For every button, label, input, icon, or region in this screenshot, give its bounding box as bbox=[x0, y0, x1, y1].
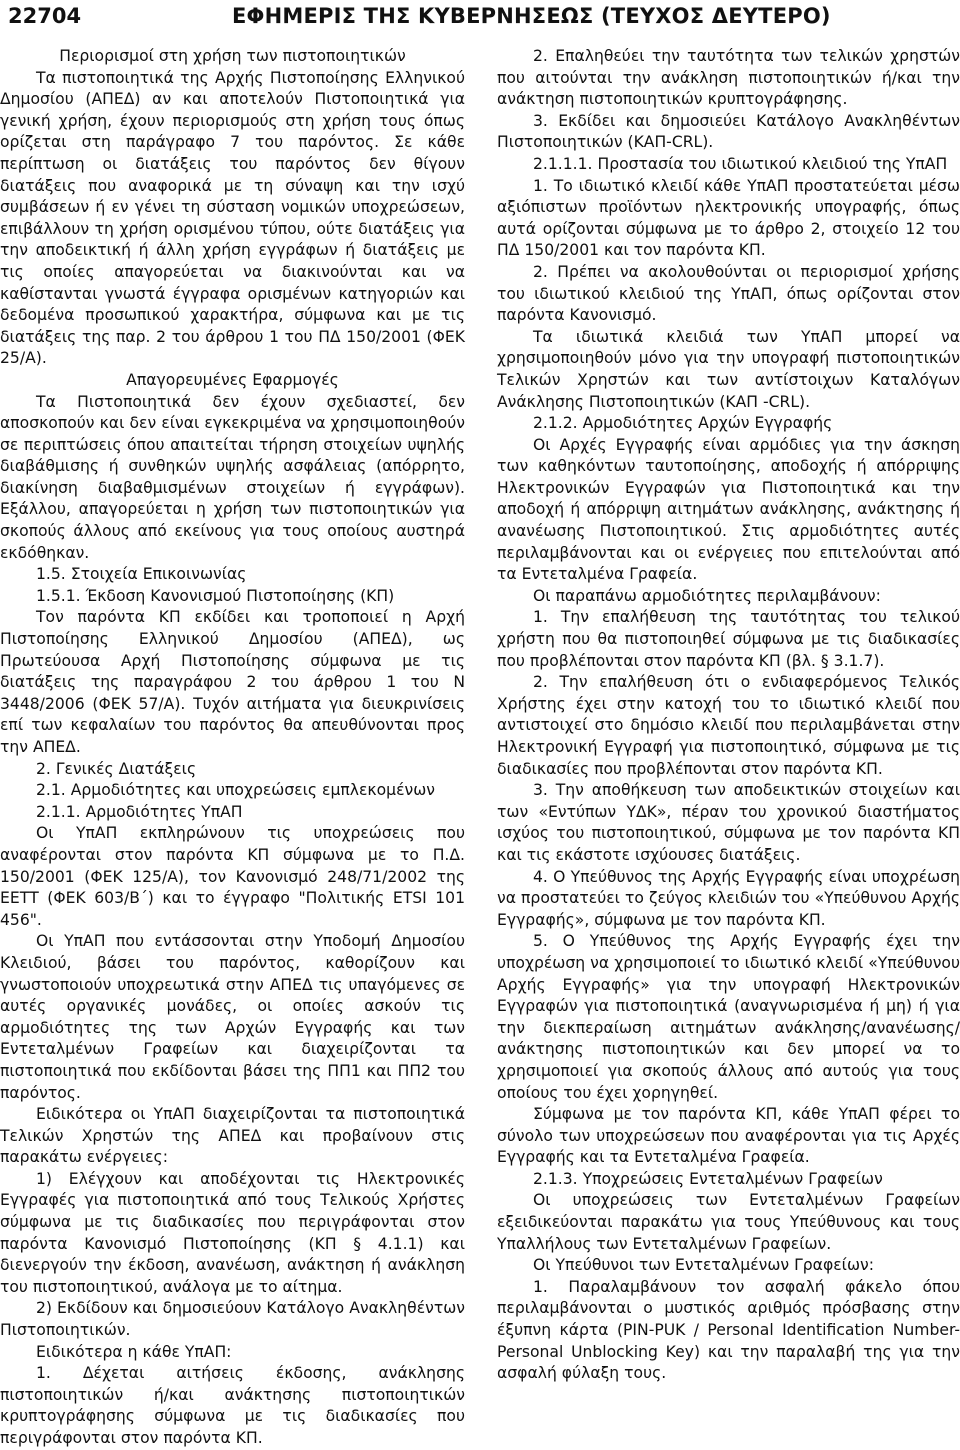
list-item: 3. Εκδίδει και δημοσιεύει Κατάλογο Ανακληθέντων Πιστοποιητικών (ΚΑΠ-CRL). bbox=[497, 111, 960, 152]
paragraph: Τον παρόντα ΚΠ εκδίδει και τροποποιεί η Αρχή Πιστοποίησης Ελληνικού Δημοσίου (ΑΠΕΔ), ως Πρωτεύουσα Αρχή Πιστοποίησης σύμφωνα με τις διατάξεις της παραγράφου 2 του άρθρου 1 του Ν 3448/2006 (ΦΕΚ 57/Α). Τυχόν αιτήματα για διευκρινίσεις επί των κεφαλαίων του παρόντος θα απευθύνονται προς την ΑΠΕΔ. bbox=[0, 608, 465, 756]
left-column bbox=[0, 46, 465, 1450]
list-item: 5. Ο Υπεύθυνος της Αρχής Εγγραφής έχει την υποχρέωση να χρησιμοποιεί το ιδιωτικό κλειδί «Υπεύθυνου Αρχής Εγγραφής» για την υπογραφή Ηλεκτρονικών Εγγραφών για πιστοποιητικά (αναγνωρισμένα ή μη) ή για την διεκπεραίωση αιτημάτων ανάκλησης/ανανέωσης/ανάκτησης πιστοποιητικών και δεν μπορεί να το χρησιμοποιεί για σκοπούς άλλους από αυτούς για τους οποίους του έχει χορηγηθεί. bbox=[497, 932, 960, 1102]
section-heading: 2.1.3. Υποχρεώσεις Εντεταλμένων Γραφείων bbox=[533, 1169, 883, 1188]
list-item: 1. Την επαλήθευση της ταυτότητας του τελικού χρήστη που θα πιστοποιηθεί σύμφωνα με τις διαδικασίες που προβλέπονται στον παρόντα ΚΠ (βλ. § 3.1.7). bbox=[497, 608, 960, 670]
section-heading: 2. Γενικές Διατάξεις bbox=[36, 759, 197, 778]
section-heading: 2.1.1.1. Προστασία του ιδιωτικού κλειδιού της ΥπΑΠ bbox=[533, 154, 948, 173]
paragraph: Τα Πιστοποιητικά δεν έχουν σχεδιαστεί, δεν αποσκοπούν και δεν είναι εγκεκριμένα να χρησιμοποιηθούν σε περιπτώσεις όπου απαιτείται τήρηση στοιχείων υψηλής διαβάθμισης ή συνθηκών υψηλής ασφάλειας (απόρρητο, διακίνηση διαβαθμισμένων στοιχείων ή εγγράφων). Εξάλλου, απαγορεύεται η χρήση των πιστοποιητικών για σκοπούς άλλους από εκείνους για τους οποίους αυστηρά εκδόθηκαν. bbox=[0, 392, 465, 562]
paragraph: Οι ΥπΑΠ εκπληρώνουν τις υποχρεώσεις που αναφέρονται στον παρόντα ΚΠ σύμφωνα με το Π.Δ. 150/2001 (ΦΕΚ 125/Α), τον Κανονισμό 248/71/2002 της ΕΕΤΤ (ΦΕΚ 603/Β΄) και το έγγραφο "Πολιτικής ETSI 101 456". bbox=[0, 824, 465, 929]
paragraph: Οι παραπάνω αρμοδιότητες περιλαμβάνουν: bbox=[533, 586, 881, 605]
list-item: 1. Δέχεται αιτήσεις έκδοσης, ανάκλησης πιστοποιητικών ή/και ανάκτησης πιστοποιητικών κρυπτογράφησης σύμφωνα με τις διαδικασίες που περιγράφονται στον παρόντα ΚΠ. bbox=[0, 1364, 465, 1447]
paragraph: Οι ΥπΑΠ που εντάσσονται στην Υποδομή Δημοσίου Κλειδιού, βάσει του παρόντος, καθορίζουν και γνωστοποιούν υποχρεωτικά στην ΑΠΕΔ τις υπαγόμενες σε αυτές οργανικές μονάδες, οι οποίες ασκούν τις αρμοδιότητες της των Αρχών Εγγραφής και των Εντεταλμένων Γραφείων και διαχειρίζονται τα πιστοποιητικά που εκδίδονται βάσει της ΠΠ1 και ΠΠ2 του παρόντος. bbox=[0, 932, 465, 1102]
section-heading: 2.1. Αρμοδιότητες και υποχρεώσεις εμπλεκομένων bbox=[36, 781, 435, 800]
journal-title: ΕΦΗΜΕΡΙΣ ΤΗΣ ΚΥΒΕΡΝΗΣΕΩΣ (ΤΕΥΧΟΣ ΔΕΥΤΕΡΟ) bbox=[232, 4, 831, 28]
paragraph: Σύμφωνα με τον παρόντα ΚΠ, κάθε ΥπΑΠ φέρει το σύνολο των υποχρεώσεων που αναφέρονται για τις Αρχές Εγγραφής και τα Εντεταλμένα Γραφεία. bbox=[497, 1105, 960, 1167]
list-item: 1) Ελέγχουν και αποδέχονται τις Ηλεκτρονικές Εγγραφές για πιστοποιητικά από τους Τελικούς Χρήστες σύμφωνα με τις διαδικασίες που περιγράφονται στον παρόντα Κανονισμό Πιστοποίησης (ΚΠ § 4.1.1) και διενεργούν την έκδοση, ανανέωση, ανάκτηση ή ανάκληση του πιστοποιητικού, ανάλογα με το αίτημα. bbox=[0, 1169, 465, 1296]
section-heading: 1.5. Στοιχεία Επικοινωνίας bbox=[36, 565, 247, 584]
list-item: 1. Παραλαμβάνουν τον ασφαλή φάκελο όπου περιλαμβάνονται ο μυστικός αριθμός πρόσβασης στην έξυπνη κάρτα (PIN-PUK / Personal Identification Number- Personal Unblocking Key) και την παραλαβή της για την ασφαλή φύλαξη τους. bbox=[497, 1277, 960, 1383]
paragraph: Ειδικότερα οι ΥπΑΠ διαχειρίζονται τα πιστοποιητικά Τελικών Χρηστών της ΑΠΕΔ και προβαίνουν στις παρακάτω ενέργειες: bbox=[0, 1105, 465, 1167]
section-heading: Απαγορευμένες Εφαρμογές bbox=[126, 370, 339, 389]
list-item: 2. Την επαλήθευση ότι ο ενδιαφερόμενος Τελικός Χρήστης έχει στην κατοχή του το ιδιωτικό κλειδί που αντιστοιχεί στο δημόσιο κλειδί που περιλαμβάνεται στην Ηλεκτρονική Εγγραφή για πιστοποιητικό, σύμφωνα με τις διαδικασίες που προβλέπονται στον παρόντα ΚΠ. bbox=[497, 673, 960, 778]
paragraph: Τα πιστοποιητικά της Αρχής Πιστοποίησης Ελληνικού Δημοσίου (ΑΠΕΔ) αν και αποτελούν Πιστοποιητικά για γενική χρήση, έχουν περιορισμούς στη χρήση τους όπως ορίζεται στη παράγραφο 7 του παρόντος. Σε κάθε περίπτωση οι διατάξεις του παρόντος δεν θίγουν διατάξεις που αναφορικά με τη σύναψη και την ισχύ συμβάσεων ή εν γένει τη σύσταση νομικών υποχρεώσεων, επιβάλλουν τη χρήση ορισμένου τύπου, ούτε διατάξεις για την αποδεικτική ή άλλη χρήση εγγράφων ή διατάξεις με τις οποίες απαγορεύεται να διακινούνται και να καθίστανται γνωστά έγγραφα ορισμένων κατηγοριών και δεδομένα προσωπικού χαρακτήρα, σύμφωνα και με τις διατάξεις της παρ. 2 του άρθρου 1 του ΠΔ 150/2001 (ΦΕΚ 25/Α). bbox=[0, 68, 465, 368]
section-heading: 2.1.1. Αρμοδιότητες ΥπΑΠ bbox=[36, 802, 243, 821]
list-item: 2) Εκδίδουν και δημοσιεύουν Κατάλογο Ανακληθέντων Πιστοποιητικών. bbox=[0, 1299, 465, 1340]
section-heading: 1.5.1. Έκδοση Κανονισμού Πιστοποίησης (ΚΠ) bbox=[36, 586, 395, 605]
page-number: 22704 bbox=[8, 4, 82, 28]
list-item: 3. Την αποθήκευση των αποδεικτικών στοιχείων και των «Εντύπων ΥΔΚ», πέραν του χρονικού διαστήματος ισχύος του πιστοποιητικού, σύμφωνα με τον παρόντα ΚΠ και τις εκάστοτε ισχύουσες διατάξεις. bbox=[497, 781, 960, 864]
list-item: 2. Επαληθεύει την ταυτότητα των τελικών χρηστών που αιτούνται την ανάκληση πιστοποιητικών ή/και την ανάκτηση πιστοποιητικών κρυπτογράφησης. bbox=[497, 47, 960, 109]
paragraph: Οι υποχρεώσεις των Εντεταλμένων Γραφείων εξειδικεύονται παρακάτω για τους Υπεύθυνους και τους Υπαλλήλους των Εντεταλμένων Γραφείων. bbox=[497, 1191, 960, 1253]
paragraph: Ειδικότερα η κάθε ΥπΑΠ: bbox=[36, 1342, 232, 1361]
paragraph: Οι Υπεύθυνοι των Εντεταλμένων Γραφείων: bbox=[533, 1256, 874, 1275]
section-heading: 2.1.2. Αρμοδιότητες Αρχών Εγγραφής bbox=[533, 414, 833, 433]
section-heading: Περιορισμοί στη χρήση των πιστοποιητικών bbox=[59, 47, 406, 65]
paragraph: Τα ιδιωτικά κλειδιά των ΥπΑΠ μπορεί να χρησιμοποιηθούν μόνο για την υπογραφή πιστοποιητικών Τελικών Χρηστών και των αντίστοιχων Καταλόγων Ανάκλησης Πιστοποιητικών (ΚΑΠ -CRL). bbox=[497, 327, 960, 411]
list-item: 4. Ο Υπεύθυνος της Αρχής Εγγραφής είναι υποχρέωση να προστατεύει το ζεύγος κλειδιών του «Υπεύθυνου Αρχής Εγγραφής», σύμφωνα με τον παρόντα ΚΠ. bbox=[497, 867, 960, 929]
list-item: 1. Το ιδιωτικό κλειδί κάθε ΥπΑΠ προστατεύεται μέσω αξιόπιστων προϊόντων ηλεκτρονικής υπογραφής, όπως αυτά ορίζονται σύμφωνα με το άρθρο 2, στοιχείο 12 του ΠΔ 150/2001 και τον παρόντα ΚΠ. bbox=[497, 176, 960, 260]
right-column bbox=[497, 46, 960, 1385]
page-header bbox=[0, 0, 960, 40]
paragraph: Οι Αρχές Εγγραφής είναι αρμόδιες για την άσκηση των καθηκόντων ταυτοποίησης, αποδοχής ή απόρριψης Ηλεκτρονικών Εγγραφών για Πιστοποιητικά και την αποδοχή ή απόρριψη αιτημάτων ανάκλησης, ανάκτησης ή ανανέωσης Πιστοποιητικού. Στις αρμοδιότητες αυτές περιλαμβάνονται και οι ενέργειες που επιτελούνται από τα Εντεταλμένα Γραφεία. bbox=[497, 435, 960, 584]
list-item: 2. Πρέπει να ακολουθούνται οι περιορισμοί χρήσης του ιδιωτικού κλειδιού της ΥπΑΠ, όπως ορίζονται στον παρόντα Κανονισμό. bbox=[497, 262, 960, 325]
